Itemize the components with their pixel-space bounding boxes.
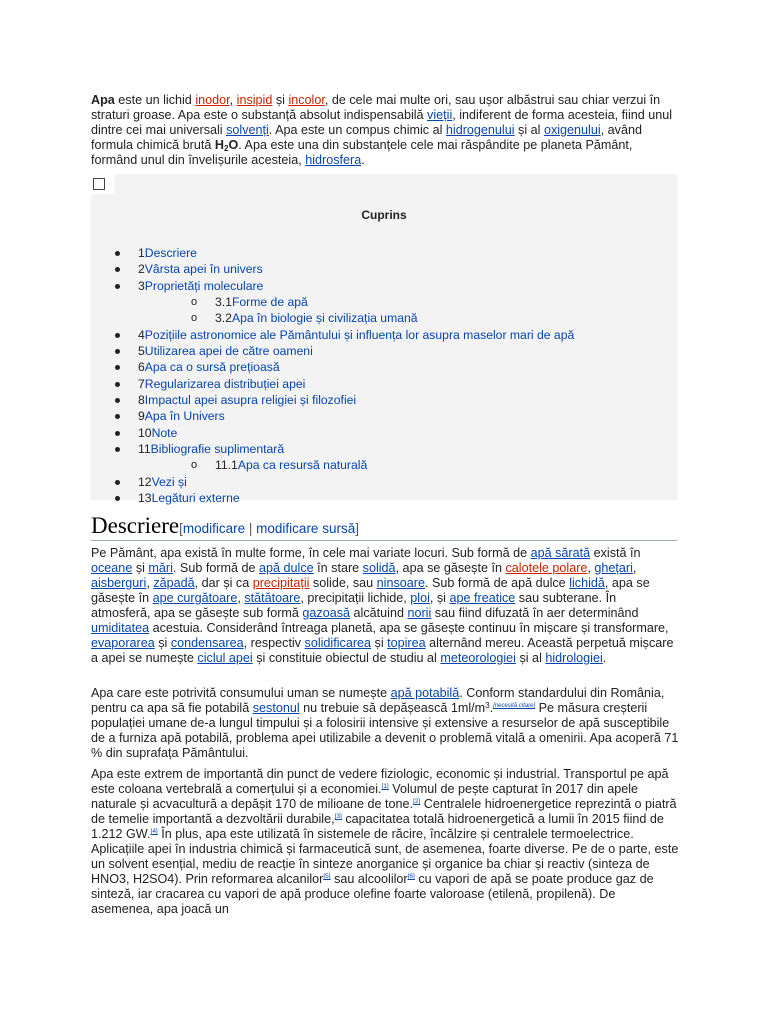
text: . [489,701,494,715]
link-sestonul[interactable]: sestonul [252,701,300,715]
text: cu vapori de apă se poate produce gaz de sinteză, iar cracarea cu vapori de apă produce olefine foarte valoroase (etilenă, propilenă). De asemenea, apa joacă un [91,872,654,916]
toc-link[interactable]: Pozițiile astronomice ale Pământului și influența lor asupra maselor mari de apă [144,328,575,342]
text: . [361,153,365,167]
toc-title: Cuprins [361,208,407,222]
link-apa-dulce[interactable]: apă dulce [259,561,314,575]
text: capacitatea totală hidroenergetică a lumii în 2015 fiind de 1.212 GW. [91,812,664,841]
link-solida[interactable]: solidă [362,561,396,575]
toc-toggle-checkbox[interactable] [93,178,105,190]
toc-number: 1 [138,246,145,260]
section-edit-links [179,521,359,536]
link-zapada[interactable]: zăpadă [153,576,195,590]
unit-superscript: 3 [485,701,490,710]
table-of-contents [91,174,677,505]
link-hidrogenului[interactable]: hidrogenului [445,123,515,137]
toc-number: 8 [138,393,145,407]
link-mari[interactable]: mări [148,561,173,575]
link-topirea[interactable]: topirea [387,636,426,650]
text: , apa se găsește în [395,561,506,575]
toc-number: 3 [138,279,145,293]
text: , precipitații lichide, [300,591,411,605]
text: , indiferent de forma acesteia, fiind unul dintre cei mai universali [91,108,673,137]
text: sau fiind difuzată în aer determinând [431,606,639,620]
toc-number: 10 [138,426,152,440]
text: în stare [313,561,363,575]
link-hidrosfera[interactable]: hidrosfera [305,153,362,167]
edit-source-link[interactable]: modificare sursă [256,521,356,536]
text: sau subterane. În atmosferă, apa se găsește sub formă [91,591,617,620]
link-oceane[interactable]: oceane [91,561,133,575]
link-inodor[interactable]: inodor [195,93,230,107]
text: , dar și ca [194,576,253,590]
link-aisberguri[interactable]: aisberguri [91,576,147,590]
text: există în [590,546,641,560]
toc-bullet [115,267,120,272]
edit-link[interactable]: modificare [182,521,246,536]
text: . Conform standardului din România, pentru ca apa să fie potabilă [91,686,665,715]
toc-number: 12 [138,475,152,489]
toc-link[interactable]: Vezi și [151,475,187,489]
text: și [132,561,149,575]
toc-bullet [115,349,120,354]
text: . Apa este un compus chimic al [268,123,446,137]
reference-link[interactable]: [2] [413,798,421,805]
toc-number: 3.1 [215,295,232,309]
text: solide, sau [309,576,377,590]
text: . [602,651,607,665]
text: Pe măsura creșterii populației umane de-a lungul timpului și a folosirii intensive și extensive a resurselor de apă susceptibile de a furniza apă potabilă, problema apei utilizabile a devenit o problemă vitală a omenirii. Apa acoperă 71 % din suprafața Pământului. [91,701,679,760]
text: și [272,93,289,107]
toc-bullet [115,284,120,289]
text: și [154,636,171,650]
toc-number: 11.1 [215,458,238,472]
text: Apa este extrem de importantă din punct de vedere fiziologic, economic și industrial. Transportul pe apă este coloana vertebrală a comerțului și a economiei. [91,767,669,796]
text: alcătuind [350,606,408,620]
reference-link[interactable]: [3] [334,813,342,820]
reference-3[interactable] [335,813,342,820]
link-umiditatea[interactable]: umiditatea [91,621,150,635]
text: Centralele hidroenergetice reprezintă o piatră de temelie importantă a dezvoltării durabile, [91,797,677,826]
reference-5[interactable] [323,873,330,880]
text: , de cele mai multe ori, sau ușor albăstrui sau chiar verzui în straturi groase. Apa este o substanță absolut indispensabilă [91,93,661,122]
link-statatoare[interactable]: stătătoare [244,591,301,605]
toc-link[interactable]: Regularizarea distribuției apei [144,377,306,391]
toc-link[interactable]: Proprietăți moleculare [144,279,264,293]
toc-link[interactable]: Apa ca o sursă prețioasă [144,360,280,374]
link-condensarea[interactable]: condensarea [170,636,244,650]
link-calotele-polare[interactable]: calotele polare [505,561,588,575]
text: , apa se găsește în [91,576,650,605]
link-ninsoare[interactable]: ninsoare [376,576,425,590]
toc-bullet [115,365,120,370]
link-solventi[interactable]: solvenți [226,123,269,137]
text: Apa care este potrivită consumului uman se numește [91,686,391,700]
text: Volumul de pește capturat în 2017 din apele naturale și acvacultură a depășit 170 de milioane de tone. [91,782,639,811]
text: În plus, apa este utilizată în sistemele de răcire, încălzire și centralele termoelectrice. Aplicațiile apei în industria chimică și farmaceutică sunt, de asemenea, foarte diverse. Pe de o parte, este un solvent esențial, mediu de reacție în sinteze anorganice și organice ba chiar și reactiv (sinteza de HNO3, H2SO4). Prin reformarea alcanilor [91,827,679,886]
formula-h: H [214,138,224,152]
reference-link[interactable]: [6] [407,873,415,880]
toc-link[interactable]: Apa ca resursă naturală [237,458,368,472]
paragraph-3 [91,767,679,917]
toc-bullet [115,398,120,403]
intro-bold-term: Apa [91,93,115,107]
text: și [371,636,388,650]
link-oxigenului[interactable]: oxigenului [543,123,601,137]
toc-number: 13 [138,491,152,505]
toc-link[interactable]: Utilizarea apei de către oameni [144,344,313,358]
link-vietii[interactable]: vieții [427,108,453,122]
toc-sub-bullet: o [191,296,198,308]
text: . Apa este una din substanțele cele mai răspândite pe planeta Pământ, formând unul din învelișurile acesteia, [91,138,633,167]
link-norii[interactable]: norii [407,606,432,620]
text: , [587,561,595,575]
toc-bullet [115,447,120,452]
toc-sub-bullet: o [191,312,198,324]
toc-number: 2 [138,262,145,276]
reference-link[interactable]: [1] [381,783,389,790]
separator: | [245,521,257,536]
text: , având formula chimică brută [91,123,642,152]
toc-bullet [115,382,120,387]
link-ciclul-apei[interactable]: ciclul apei [197,651,253,665]
reference-6[interactable] [408,873,415,880]
link-apa-potabila[interactable]: apă potabilă [390,686,460,700]
link-ploi[interactable]: ploi [410,591,430,605]
formula-o: O [228,138,239,152]
link-insipid[interactable]: insipid [236,93,273,107]
bracket: [ [179,521,183,536]
link-incolor[interactable]: incolor [288,93,325,107]
reference-link[interactable]: [5] [323,873,331,880]
toc-link[interactable]: Descriere [144,246,197,260]
text: acestuia. Considerând întreaga planetă, apa se găsește continuu în mișcare și transformare, [149,621,669,635]
reference-1[interactable] [382,783,389,790]
toc-link[interactable]: Legături externe [151,491,240,505]
text: Pe Pământ, apa există în multe forme, în cele mai variate locuri. Sub formă de [91,546,531,560]
text: nu trebuie să depășească 1ml/m [299,701,486,715]
link-ghetari[interactable]: ghețari [594,561,633,575]
text: , [229,93,237,107]
reference-link[interactable]: [4] [150,828,158,835]
text: , [237,591,245,605]
toc-sub-bullet: o [191,459,198,471]
toc-bullet [115,251,120,256]
toc-number: 4 [138,328,145,342]
text: și al [514,123,544,137]
text: . Sub formă de apă dulce [424,576,570,590]
reference-4[interactable] [151,828,158,835]
toc-number: 9 [138,409,145,423]
link-evaporarea[interactable]: evaporarea [91,636,155,650]
section-title: Descriere [91,513,180,538]
toc-bullet [115,431,120,436]
toc-number: 3.2 [215,311,232,325]
link-solidificarea[interactable]: solidificarea [304,636,372,650]
link-ape-curgatoare[interactable]: ape curgătoare [152,591,238,605]
toc-link[interactable]: Note [151,426,178,440]
toc-bullet [115,414,120,419]
link-lichida[interactable]: lichidă [569,576,605,590]
text: este un lichid [114,93,196,107]
heading-divider [91,540,677,541]
text: sau alcoolilor [330,872,408,886]
text: , și [429,591,450,605]
text: , [632,561,637,575]
text: și constituie obiectul de studiu al [252,651,441,665]
toc-number: 11 [138,442,151,456]
toc-link[interactable]: Apa în biologie și civilizația umană [231,311,418,325]
toc-link[interactable]: Forme de apă [231,295,308,309]
chemical-formula [215,138,238,152]
toc-bullet [115,496,120,501]
intro-paragraph [91,93,679,168]
section-heading [91,512,359,543]
text: și al [515,651,546,665]
toc-bullet [115,480,120,485]
link-apa-sarata[interactable]: apă sărată [530,546,591,560]
paragraph-1 [91,546,679,666]
toc-link[interactable]: Apa în Univers [144,409,225,423]
text: , [146,576,154,590]
link-meteorologiei[interactable]: meteorologiei [440,651,516,665]
link-hidrologiei[interactable]: hidrologiei [545,651,603,665]
bracket: ] [355,521,359,536]
paragraph-2 [91,686,679,761]
toc-link[interactable]: Bibliografie suplimentară [150,442,285,456]
text: . Sub formă de [172,561,260,575]
link-gazoasa[interactable]: gazoasă [302,606,351,620]
text: , respectiv [243,636,305,650]
link-precipitatii[interactable]: precipitații [252,576,310,590]
toc-number: 7 [138,377,145,391]
text: alternând mereu. Această perpetuă mișcare a apei se numește [91,636,674,665]
toc-bullet [115,333,120,338]
formula-subscript: 2 [224,144,229,153]
toc-number: 5 [138,344,145,358]
toc-link[interactable]: Impactul apei asupra religiei și filozofiei [144,393,357,407]
toc-number: 6 [138,360,145,374]
link-ape-freatice[interactable]: ape freatice [449,591,516,605]
citation-needed-tag[interactable]: [necesită citare] [493,703,536,709]
toc-link[interactable]: Vârsta apei în univers [144,262,263,276]
